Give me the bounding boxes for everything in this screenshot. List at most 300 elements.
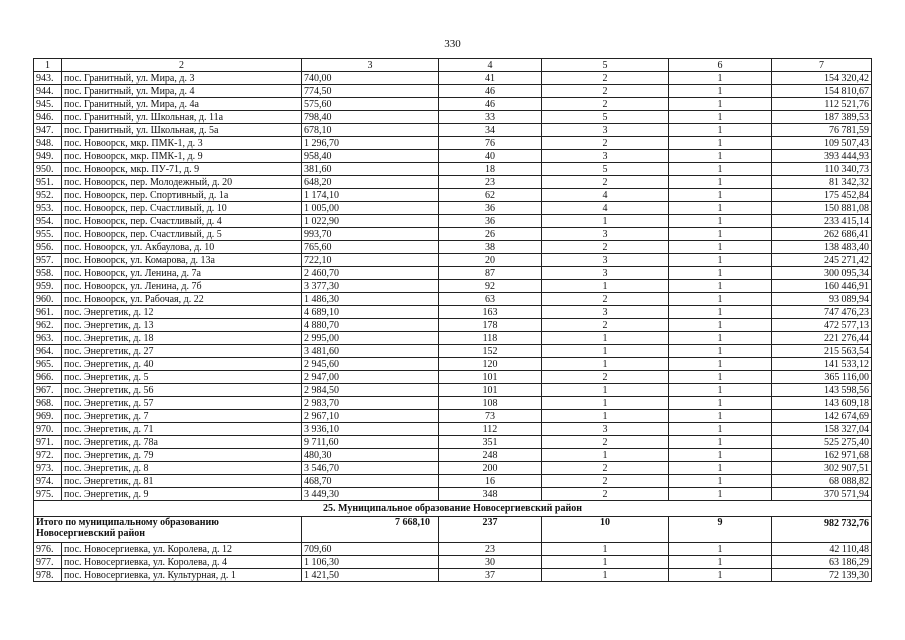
- residents: 62: [439, 189, 542, 202]
- table-body-bottom: [34, 543, 872, 582]
- col6-value: 1: [669, 332, 772, 345]
- section-title: 25. Муниципальное образование Новосергиевский район: [34, 501, 872, 517]
- address: пос. Энергетик, д. 8: [62, 462, 302, 475]
- residents: 23: [439, 543, 542, 556]
- col5-value: 1: [542, 215, 669, 228]
- amount: 472 577,13: [772, 319, 872, 332]
- col6-value: 1: [669, 345, 772, 358]
- area: 648,20: [302, 176, 439, 189]
- residents: 248: [439, 449, 542, 462]
- col5-value: 3: [542, 254, 669, 267]
- area: 2 947,00: [302, 371, 439, 384]
- row-number: 962.: [34, 319, 62, 332]
- row-number: 963.: [34, 332, 62, 345]
- col5-value: 2: [542, 475, 669, 488]
- table-row: [34, 384, 872, 397]
- residents: 16: [439, 475, 542, 488]
- column-header: 4: [439, 59, 542, 72]
- residents: 20: [439, 254, 542, 267]
- col5-value: 2: [542, 371, 669, 384]
- col6-value: 1: [669, 475, 772, 488]
- amount: 112 521,76: [772, 98, 872, 111]
- area: 1 005,00: [302, 202, 439, 215]
- amount: 215 563,54: [772, 345, 872, 358]
- row-number: 965.: [34, 358, 62, 371]
- total-col5: 10: [542, 517, 669, 543]
- col5-value: 2: [542, 488, 669, 501]
- col5-value: 2: [542, 319, 669, 332]
- area: 1 022,90: [302, 215, 439, 228]
- address: пос. Гранитный, ул. Мира, д. 3: [62, 72, 302, 85]
- address: пос. Гранитный, ул. Школьная, д. 11а: [62, 111, 302, 124]
- column-header: 7: [772, 59, 872, 72]
- amount: 93 089,94: [772, 293, 872, 306]
- amount: 154 810,67: [772, 85, 872, 98]
- column-header: 3: [302, 59, 439, 72]
- area: 765,60: [302, 241, 439, 254]
- residents: 30: [439, 556, 542, 569]
- area: 2 967,10: [302, 410, 439, 423]
- address: пос. Новоорск, мкр. ПМК-1, д. 3: [62, 137, 302, 150]
- col6-value: 1: [669, 556, 772, 569]
- col5-value: 1: [542, 358, 669, 371]
- col5-value: 1: [542, 410, 669, 423]
- amount: 143 598,56: [772, 384, 872, 397]
- residents: 37: [439, 569, 542, 582]
- address: пос. Новоорск, ул. Комарова, д. 13а: [62, 254, 302, 267]
- residents: 348: [439, 488, 542, 501]
- col5-value: 2: [542, 98, 669, 111]
- row-number: 975.: [34, 488, 62, 501]
- row-number: 967.: [34, 384, 62, 397]
- table-row: [34, 569, 872, 582]
- table-row: [34, 345, 872, 358]
- area: 468,70: [302, 475, 439, 488]
- row-number: 977.: [34, 556, 62, 569]
- col6-value: 1: [669, 423, 772, 436]
- column-header: 5: [542, 59, 669, 72]
- area: 9 711,60: [302, 436, 439, 449]
- residents: 41: [439, 72, 542, 85]
- row-number: 969.: [34, 410, 62, 423]
- residents: 46: [439, 85, 542, 98]
- row-number: 972.: [34, 449, 62, 462]
- row-number: 961.: [34, 306, 62, 319]
- residents: 34: [439, 124, 542, 137]
- row-number: 945.: [34, 98, 62, 111]
- address: пос. Гранитный, ул. Мира, д. 4а: [62, 98, 302, 111]
- total-row: [34, 517, 872, 543]
- amount: 187 389,53: [772, 111, 872, 124]
- area: 480,30: [302, 449, 439, 462]
- col6-value: 1: [669, 319, 772, 332]
- page-number: 330: [444, 38, 461, 50]
- address: пос. Энергетик, д. 81: [62, 475, 302, 488]
- amount: 365 116,00: [772, 371, 872, 384]
- table-row: [34, 306, 872, 319]
- col6-value: 1: [669, 202, 772, 215]
- row-number: 951.: [34, 176, 62, 189]
- row-number: 968.: [34, 397, 62, 410]
- row-number: 970.: [34, 423, 62, 436]
- col5-value: 3: [542, 150, 669, 163]
- col5-value: 3: [542, 124, 669, 137]
- col6-value: 1: [669, 267, 772, 280]
- area: 774,50: [302, 85, 439, 98]
- table-row: [34, 163, 872, 176]
- amount: 160 446,91: [772, 280, 872, 293]
- amount: 68 088,82: [772, 475, 872, 488]
- address: пос. Энергетик, д. 9: [62, 488, 302, 501]
- area: 3 546,70: [302, 462, 439, 475]
- col5-value: 2: [542, 137, 669, 150]
- col5-value: 2: [542, 462, 669, 475]
- table-row: [34, 543, 872, 556]
- amount: 142 674,69: [772, 410, 872, 423]
- area: 722,10: [302, 254, 439, 267]
- col6-value: 1: [669, 449, 772, 462]
- col6-value: 1: [669, 569, 772, 582]
- address: пос. Новосергиевка, ул. Королева, д. 12: [62, 543, 302, 556]
- address: пос. Энергетик, д. 40: [62, 358, 302, 371]
- amount: 76 781,59: [772, 124, 872, 137]
- table-row: [34, 293, 872, 306]
- residents: 120: [439, 358, 542, 371]
- residents: 46: [439, 98, 542, 111]
- col6-value: 1: [669, 280, 772, 293]
- col5-value: 1: [542, 332, 669, 345]
- address: пос. Новоорск, пер. Счастливый, д. 5: [62, 228, 302, 241]
- address: пос. Новосергиевка, ул. Королева, д. 4: [62, 556, 302, 569]
- address: пос. Новоорск, пер. Молодежный, д. 20: [62, 176, 302, 189]
- area: 709,60: [302, 543, 439, 556]
- table-row: [34, 137, 872, 150]
- col6-value: 1: [669, 358, 772, 371]
- col6-value: 1: [669, 150, 772, 163]
- col6-value: 1: [669, 371, 772, 384]
- residents: 200: [439, 462, 542, 475]
- address: пос. Новоорск, мкр. ПМК-1, д. 9: [62, 150, 302, 163]
- address: пос. Новоорск, ул. Ленина, д. 7б: [62, 280, 302, 293]
- table-row: [34, 72, 872, 85]
- residents: 152: [439, 345, 542, 358]
- row-number: 958.: [34, 267, 62, 280]
- table-row: [34, 228, 872, 241]
- table-row: [34, 267, 872, 280]
- col5-value: 5: [542, 111, 669, 124]
- table-row: [34, 202, 872, 215]
- row-number: 974.: [34, 475, 62, 488]
- col5-value: 4: [542, 202, 669, 215]
- amount: 162 971,68: [772, 449, 872, 462]
- area: 3 449,30: [302, 488, 439, 501]
- area: 4 880,70: [302, 319, 439, 332]
- residents: 101: [439, 371, 542, 384]
- col6-value: 1: [669, 215, 772, 228]
- column-number-header: [34, 59, 872, 72]
- table-row: [34, 254, 872, 267]
- col6-value: 1: [669, 189, 772, 202]
- amount: 138 483,40: [772, 241, 872, 254]
- col5-value: 4: [542, 189, 669, 202]
- table-row: [34, 475, 872, 488]
- row-number: 952.: [34, 189, 62, 202]
- address: пос. Энергетик, д. 27: [62, 345, 302, 358]
- area: 798,40: [302, 111, 439, 124]
- row-number: 948.: [34, 137, 62, 150]
- residents: 33: [439, 111, 542, 124]
- table-row: [34, 124, 872, 137]
- amount: 525 275,40: [772, 436, 872, 449]
- address: пос. Новосергиевка, ул. Культурная, д. 1: [62, 569, 302, 582]
- amount: 154 320,42: [772, 72, 872, 85]
- residents: 18: [439, 163, 542, 176]
- table-row: [34, 423, 872, 436]
- total-sum: 982 732,76: [772, 517, 872, 543]
- area: 2 984,50: [302, 384, 439, 397]
- row-number: 956.: [34, 241, 62, 254]
- col5-value: 2: [542, 72, 669, 85]
- area: 2 995,00: [302, 332, 439, 345]
- row-number: 960.: [34, 293, 62, 306]
- table-row: [34, 189, 872, 202]
- row-number: 957.: [34, 254, 62, 267]
- table-body-top: [34, 59, 872, 501]
- column-header: 6: [669, 59, 772, 72]
- col6-value: 1: [669, 436, 772, 449]
- col6-value: 1: [669, 293, 772, 306]
- col5-value: 2: [542, 176, 669, 189]
- column-header: 2: [62, 59, 302, 72]
- residents: 163: [439, 306, 542, 319]
- address: пос. Гранитный, ул. Школьная, д. 5а: [62, 124, 302, 137]
- col5-value: 3: [542, 306, 669, 319]
- address: пос. Энергетик, д. 79: [62, 449, 302, 462]
- col6-value: 1: [669, 254, 772, 267]
- area: 3 377,30: [302, 280, 439, 293]
- col6-value: 1: [669, 176, 772, 189]
- area: 3 481,60: [302, 345, 439, 358]
- row-number: 978.: [34, 569, 62, 582]
- col6-value: 1: [669, 543, 772, 556]
- table-row: [34, 358, 872, 371]
- residents: 92: [439, 280, 542, 293]
- row-number: 964.: [34, 345, 62, 358]
- table-row: [34, 150, 872, 163]
- address: пос. Энергетик, д. 57: [62, 397, 302, 410]
- col6-value: 1: [669, 124, 772, 137]
- col6-value: 1: [669, 241, 772, 254]
- residents: 40: [439, 150, 542, 163]
- residents: 38: [439, 241, 542, 254]
- table-row: [34, 556, 872, 569]
- col5-value: 2: [542, 436, 669, 449]
- row-number: 947.: [34, 124, 62, 137]
- area: 740,00: [302, 72, 439, 85]
- col5-value: 1: [542, 280, 669, 293]
- col5-value: 1: [542, 397, 669, 410]
- address: пос. Новоорск, пер. Спортивный, д. 1а: [62, 189, 302, 202]
- col5-value: 3: [542, 228, 669, 241]
- area: 678,10: [302, 124, 439, 137]
- amount: 233 415,14: [772, 215, 872, 228]
- area: 993,70: [302, 228, 439, 241]
- residents: 26: [439, 228, 542, 241]
- area: 1 106,30: [302, 556, 439, 569]
- address: пос. Энергетик, д. 18: [62, 332, 302, 345]
- col5-value: 2: [542, 85, 669, 98]
- amount: 110 340,73: [772, 163, 872, 176]
- column-header: 1: [34, 59, 62, 72]
- residents: 87: [439, 267, 542, 280]
- address: пос. Энергетик, д. 78а: [62, 436, 302, 449]
- row-number: 976.: [34, 543, 62, 556]
- address: пос. Новоорск, ул. Рабочая, д. 22: [62, 293, 302, 306]
- amount: 63 186,29: [772, 556, 872, 569]
- table-row: [34, 241, 872, 254]
- total-col6: 9: [669, 517, 772, 543]
- col5-value: 1: [542, 449, 669, 462]
- residents: 63: [439, 293, 542, 306]
- col5-value: 1: [542, 384, 669, 397]
- address: пос. Энергетик, д. 12: [62, 306, 302, 319]
- table-row: [34, 449, 872, 462]
- area: 958,40: [302, 150, 439, 163]
- col6-value: 1: [669, 384, 772, 397]
- table-row: [34, 215, 872, 228]
- amount: 143 609,18: [772, 397, 872, 410]
- col6-value: 1: [669, 228, 772, 241]
- amount: 150 881,08: [772, 202, 872, 215]
- area: 4 689,10: [302, 306, 439, 319]
- table-row: [34, 85, 872, 98]
- row-number: 966.: [34, 371, 62, 384]
- total-label: Итого по муниципальному образованию Новосергиевский район: [34, 517, 302, 543]
- residents: 73: [439, 410, 542, 423]
- area: 381,60: [302, 163, 439, 176]
- amount: 175 452,84: [772, 189, 872, 202]
- table-row: [34, 462, 872, 475]
- amount: 109 507,43: [772, 137, 872, 150]
- col6-value: 1: [669, 306, 772, 319]
- residents: 36: [439, 202, 542, 215]
- residents: 351: [439, 436, 542, 449]
- amount: 81 342,32: [772, 176, 872, 189]
- col6-value: 1: [669, 397, 772, 410]
- residents: 101: [439, 384, 542, 397]
- address: пос. Новоорск, пер. Счастливый, д. 4: [62, 215, 302, 228]
- row-number: 943.: [34, 72, 62, 85]
- amount: 221 276,44: [772, 332, 872, 345]
- area: 1 486,30: [302, 293, 439, 306]
- area: 575,60: [302, 98, 439, 111]
- amount: 158 327,04: [772, 423, 872, 436]
- table-row: [34, 488, 872, 501]
- col5-value: 1: [542, 569, 669, 582]
- col6-value: 1: [669, 488, 772, 501]
- address: пос. Энергетик, д. 13: [62, 319, 302, 332]
- area: 1 296,70: [302, 137, 439, 150]
- table-row: [34, 332, 872, 345]
- area: 2 945,60: [302, 358, 439, 371]
- address: пос. Энергетик, д. 7: [62, 410, 302, 423]
- row-number: 946.: [34, 111, 62, 124]
- address: пос. Новоорск, пер. Счастливый, д. 10: [62, 202, 302, 215]
- residents: 23: [439, 176, 542, 189]
- col5-value: 3: [542, 267, 669, 280]
- address: пос. Гранитный, ул. Мира, д. 4: [62, 85, 302, 98]
- residents: 178: [439, 319, 542, 332]
- amount: 245 271,42: [772, 254, 872, 267]
- col5-value: 2: [542, 241, 669, 254]
- col6-value: 1: [669, 98, 772, 111]
- register-table: [33, 58, 872, 582]
- area: 3 936,10: [302, 423, 439, 436]
- table-row: [34, 111, 872, 124]
- residents: 108: [439, 397, 542, 410]
- col6-value: 1: [669, 85, 772, 98]
- area: 1 421,50: [302, 569, 439, 582]
- table-row: [34, 410, 872, 423]
- table-row: [34, 436, 872, 449]
- row-number: 971.: [34, 436, 62, 449]
- section-row: [34, 501, 872, 517]
- table-row: [34, 176, 872, 189]
- amount: 141 533,12: [772, 358, 872, 371]
- address: пос. Энергетик, д. 71: [62, 423, 302, 436]
- col6-value: 1: [669, 111, 772, 124]
- amount: 42 110,48: [772, 543, 872, 556]
- row-number: 973.: [34, 462, 62, 475]
- amount: 370 571,94: [772, 488, 872, 501]
- col5-value: 2: [542, 293, 669, 306]
- area: 2 983,70: [302, 397, 439, 410]
- address: пос. Новоорск, ул. Акбаулова, д. 10: [62, 241, 302, 254]
- table-row: [34, 319, 872, 332]
- area: 2 460,70: [302, 267, 439, 280]
- total-residents: 237: [439, 517, 542, 543]
- amount: 300 095,34: [772, 267, 872, 280]
- table-row: [34, 397, 872, 410]
- col6-value: 1: [669, 462, 772, 475]
- amount: 747 476,23: [772, 306, 872, 319]
- row-number: 955.: [34, 228, 62, 241]
- col5-value: 3: [542, 423, 669, 436]
- address: пос. Энергетик, д. 5: [62, 371, 302, 384]
- row-number: 950.: [34, 163, 62, 176]
- address: пос. Новоорск, мкр. ПУ-71, д. 9: [62, 163, 302, 176]
- col6-value: 1: [669, 410, 772, 423]
- table-row: [34, 98, 872, 111]
- col6-value: 1: [669, 137, 772, 150]
- row-number: 953.: [34, 202, 62, 215]
- amount: 262 686,41: [772, 228, 872, 241]
- total-area: 7 668,10: [302, 517, 439, 543]
- residents: 118: [439, 332, 542, 345]
- residents: 36: [439, 215, 542, 228]
- residents: 76: [439, 137, 542, 150]
- col5-value: 5: [542, 163, 669, 176]
- table-row: [34, 280, 872, 293]
- col5-value: 1: [542, 345, 669, 358]
- row-number: 959.: [34, 280, 62, 293]
- amount: 72 139,30: [772, 569, 872, 582]
- col5-value: 1: [542, 543, 669, 556]
- row-number: 949.: [34, 150, 62, 163]
- col5-value: 1: [542, 556, 669, 569]
- col6-value: 1: [669, 72, 772, 85]
- amount: 302 907,51: [772, 462, 872, 475]
